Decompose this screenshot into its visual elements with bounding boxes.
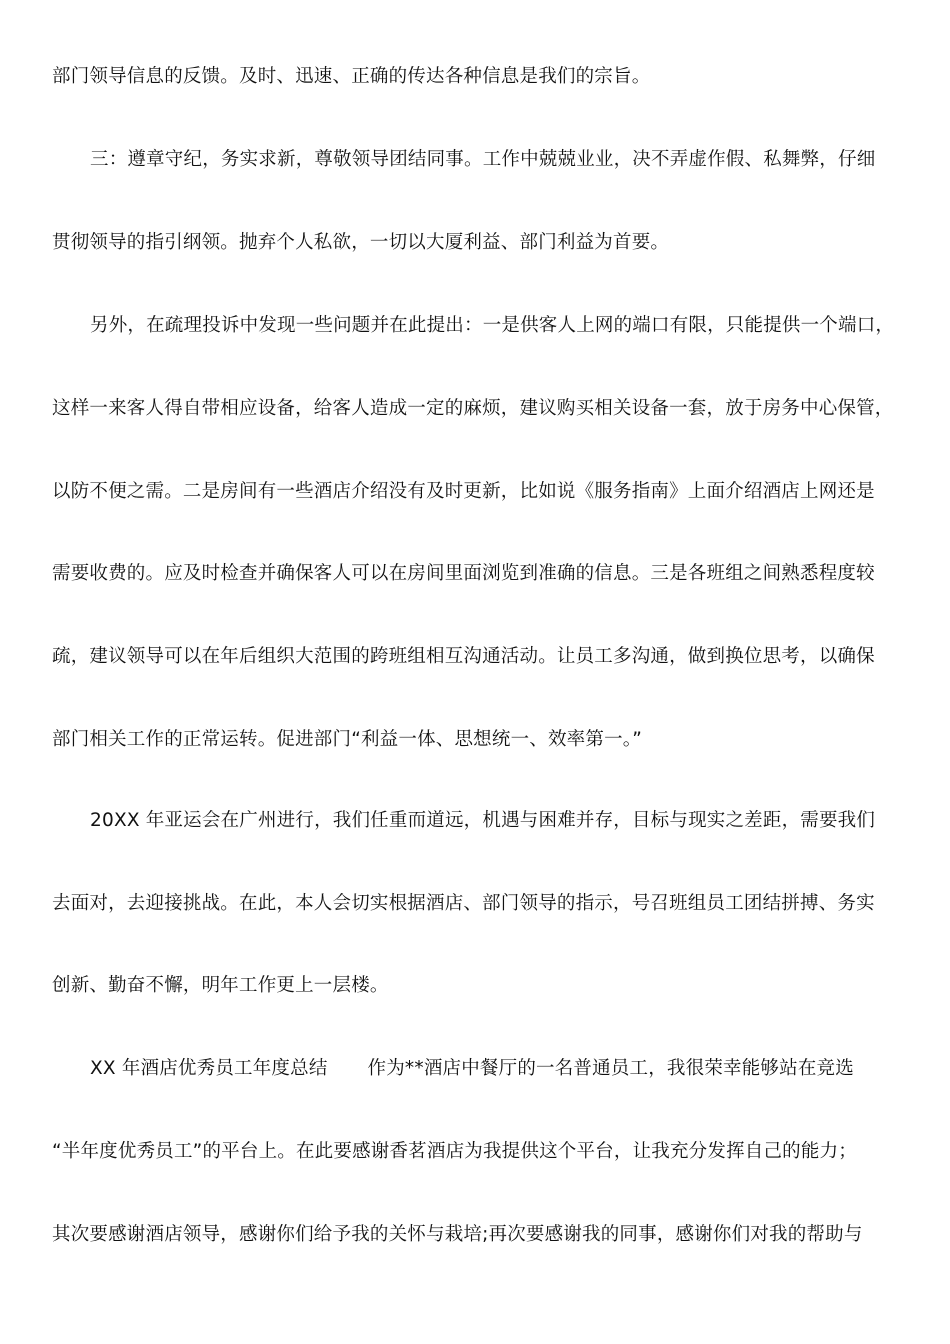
paragraph-line: 创新、勤奋不懈，明年工作更上一层楼。 [52,975,389,996]
paragraph-text: 作为**酒店中餐厅的一名普通员工，我很荣幸能够站在竞选 [367,1058,854,1079]
paragraph-line: “半年度优秀员工”的平台上。在此要感谢香茗酒店为我提供这个平台，让我充分发挥自己的能力； [52,1141,857,1162]
paragraph-line: 三：遵章守纪，务实求新，尊敬领导团结同事。工作中兢兢业业，决不弄虚作假、私舞弊，仔细 [90,149,876,170]
paragraph-line: 需要收费的。应及时检查并确保客人可以在房间里面浏览到准确的信息。三是各班组之间熟悉程度较 [52,563,875,584]
paragraph-line: 另外，在疏理投诉中发现一些问题并在此提出：一是供客人上网的端口有限，只能提供一个端口， [90,315,895,336]
paragraph-line: 部门领导信息的反馈。及时、迅速、正确的传达各种信息是我们的宗旨。 [52,66,651,87]
section-title: XX 年酒店优秀员工年度总结 [90,1058,328,1079]
paragraph-line: 部门相关工作的正常运转。促进部门“利益一体、思想统一、效率第一。” [52,729,643,750]
paragraph-line: 贯彻领导的指引纲领。抛弃个人私欲，一切以大厦利益、部门利益为首要。 [52,232,670,253]
paragraph-line: 20XX 年亚运会在广州进行，我们任重而道远，机遇与困难并存，目标与现实之差距，需要我们 [90,810,876,831]
paragraph-line: 其次要感谢酒店领导，感谢你们给予我的关怀与栽培;再次要感谢我的同事，感谢你们对我的帮助与 [52,1224,863,1245]
paragraph-line: 这样一来客人得自带相应设备，给客人造成一定的麻烦，建议购买相关设备一套，放于房务中心保管， [52,398,894,419]
paragraph-line [90,1056,912,1082]
paragraph-line: 去面对，去迎接挑战。在此，本人会切实根据酒店、部门领导的指示，号召班组员工团结拼搏、务实 [52,893,875,914]
paragraph-line: 疏，建议领导可以在年后组织大范围的跨班组相互沟通活动。让员工多沟通，做到换位思考，以确保 [52,646,875,667]
paragraph-line: 以防不便之需。二是房间有一些酒店介绍没有及时更新，比如说《服务指南》上面介绍酒店上网还是 [52,481,875,502]
